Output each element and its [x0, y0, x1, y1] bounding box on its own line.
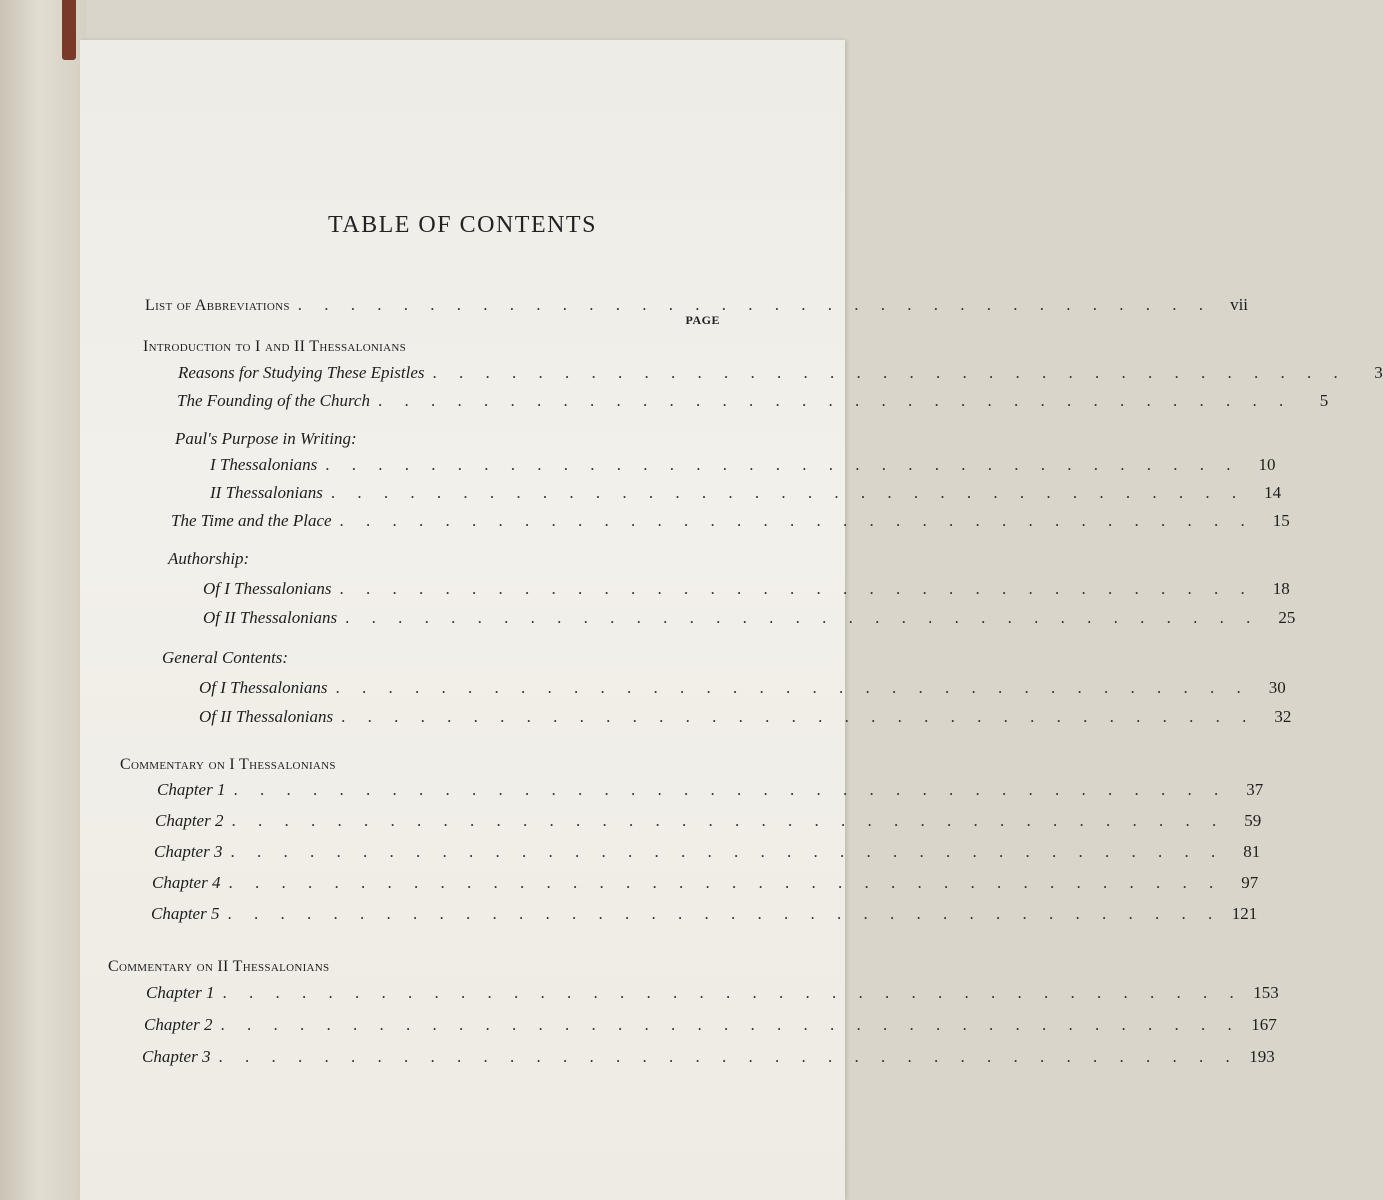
leader-dots: . . . . . . . . . . . . . . . . . . . . . . . . . . . . . . . . . . . . . . — [228, 873, 1223, 892]
leader-dots: . . . . . . . . . . . . . . . . . . . . . . . . . . . . . . . . . . . . . . — [227, 904, 1222, 923]
toc-entry-label: Reasons for Studying These Epistles — [178, 363, 425, 382]
toc-entry-page: 14 — [1264, 483, 1282, 502]
toc-entry-label: List of Abbreviations — [145, 297, 290, 314]
toc-entry-label: II Thessalonians — [210, 483, 323, 502]
toc-entry-purpose-2 — [210, 483, 1282, 503]
toc-entry-purpose-1 — [210, 455, 1276, 475]
toc-entry-abbreviations — [145, 295, 1249, 315]
leader-dots: . . . . . . . . . . . . . . . . . . . . . . . . . . . . . . . . . . . . . . — [231, 811, 1226, 830]
subheading-authorship: Authorship: — [168, 549, 250, 568]
toc-entry-label: Chapter 3 — [142, 1047, 211, 1066]
toc-entry-label: Chapter 4 — [152, 873, 221, 892]
toc-entry-label: Chapter 5 — [151, 904, 220, 923]
toc-entry-page: 10 — [1258, 455, 1276, 474]
toc-entry-page: 25 — [1278, 608, 1296, 627]
toc-entry-chapter — [146, 983, 1279, 1003]
subheading-purpose: Paul's Purpose in Writing: — [175, 429, 357, 448]
toc-entry-chapter — [154, 842, 1261, 862]
leader-dots: . . . . . . . . . . . . . . . . . . . . . . . . . . . . . . . . . . . — [345, 608, 1260, 627]
section-heading-commentary-1: Commentary on I Thessalonians — [120, 756, 336, 773]
toc-entry-label: The Founding of the Church — [177, 391, 370, 410]
toc-entry-page: 5 — [1319, 391, 1329, 410]
page-column-header: PAGE — [685, 313, 720, 327]
toc-entry-label: I Thessalonians — [210, 455, 318, 474]
toc-entry-label: Of II Thessalonians — [199, 707, 334, 726]
leader-dots: . . . . . . . . . . . . . . . . . . . . . . . . . . . . . . . . . . . — [432, 363, 1347, 382]
toc-entry-authorship-1 — [203, 579, 1290, 599]
toc-entry-authorship-2 — [203, 608, 1296, 628]
toc-entry-page: 18 — [1272, 579, 1290, 598]
leader-dots: . . . . . . . . . . . . . . . . . . . . . . . . . . . . . . . . . . . — [339, 511, 1254, 530]
toc-entry-page: 121 — [1231, 904, 1258, 923]
leader-dots: . . . . . . . . . . . . . . . . . . . . . . . . . . . . . . . . . . . — [377, 391, 1293, 410]
toc-entry-page: 15 — [1272, 511, 1290, 530]
toc-entry-label: The Time and the Place — [171, 511, 332, 530]
toc-entry-page: vii — [1230, 295, 1249, 314]
toc-entry-chapter — [151, 904, 1258, 924]
toc-entry-page: 3 — [1374, 363, 1383, 382]
toc-entry-label: Of I Thessalonians — [203, 579, 332, 598]
leader-dots: . . . . . . . . . . . . . . . . . . . . . . . . . . . . . . . . . . . — [335, 678, 1250, 697]
leader-dots: . . . . . . . . . . . . . . . . . . . . . . . . . . . . . . . . . . . . . . — [233, 780, 1228, 799]
toc-entry-chapter — [144, 1015, 1277, 1035]
toc-entry-label: Chapter 1 — [157, 780, 226, 799]
toc-entry-chapter — [155, 811, 1262, 831]
toc-entry-reasons — [178, 363, 1383, 383]
leader-dots: . . . . . . . . . . . . . . . . . . . . . . . . . . . . . . . . . . . . . . . — [218, 1047, 1239, 1066]
book-page — [80, 40, 1383, 1200]
toc-entry-page: 81 — [1243, 842, 1261, 861]
toc-entry-chapter — [142, 1047, 1275, 1067]
leader-dots: . . . . . . . . . . . . . . . . . . . . . . . . . . . . . . . . . . . — [297, 295, 1213, 314]
toc-entry-time-place — [171, 511, 1290, 531]
toc-entry-label: Chapter 2 — [144, 1015, 213, 1034]
toc-entry-chapter — [152, 873, 1259, 893]
cover-edge — [62, 0, 76, 60]
toc-entry-label: Of I Thessalonians — [199, 678, 328, 697]
leader-dots: . . . . . . . . . . . . . . . . . . . . . . . . . . . . . . . . . . . — [341, 707, 1256, 726]
toc-entry-page: 59 — [1244, 811, 1262, 830]
leader-dots: . . . . . . . . . . . . . . . . . . . . . . . . . . . . . . . . . . . . . . . — [222, 983, 1243, 1002]
toc-entry-page: 193 — [1249, 1047, 1275, 1066]
toc-entry-page: 32 — [1274, 707, 1292, 726]
toc-entry-contents-1 — [199, 678, 1286, 698]
toc-entry-chapter — [157, 780, 1264, 800]
toc-entry-label: Chapter 2 — [155, 811, 224, 830]
leader-dots: . . . . . . . . . . . . . . . . . . . . . . . . . . . . . . . . . . . . . . . — [220, 1015, 1241, 1034]
toc-entry-page: 37 — [1246, 780, 1264, 799]
toc-entry-contents-2 — [199, 707, 1292, 727]
leader-dots: . . . . . . . . . . . . . . . . . . . . . . . . . . . . . . . . . . . — [339, 579, 1254, 598]
toc-entry-label: Chapter 1 — [146, 983, 215, 1002]
toc-entry-page: 30 — [1268, 678, 1286, 697]
leader-dots: . . . . . . . . . . . . . . . . . . . . . . . . . . . . . . . . . . . — [330, 483, 1246, 502]
page-title: TABLE OF CONTENTS — [328, 212, 597, 238]
leader-dots: . . . . . . . . . . . . . . . . . . . . . . . . . . . . . . . . . . . . . . — [230, 842, 1225, 861]
toc-entry-founding — [177, 391, 1329, 411]
book-binding — [0, 0, 86, 1200]
toc-entry-label: Of II Thessalonians — [203, 608, 338, 627]
subheading-general-contents: General Contents: — [162, 648, 289, 667]
toc-entry-label: Chapter 3 — [154, 842, 223, 861]
toc-entry-page: 167 — [1251, 1015, 1277, 1034]
toc-entry-page: 97 — [1241, 873, 1259, 892]
toc-entry-page: 153 — [1253, 983, 1279, 1002]
section-heading-commentary-2: Commentary on II Thessalonians — [108, 958, 330, 975]
leader-dots: . . . . . . . . . . . . . . . . . . . . . . . . . . . . . . . . . . . — [325, 455, 1240, 474]
section-heading-introduction: Introduction to I and II Thessalonians — [143, 338, 407, 355]
